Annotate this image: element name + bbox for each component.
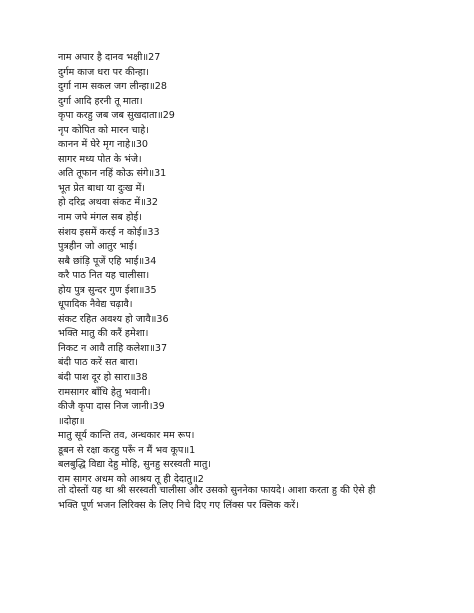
verse-line: डूबन से रक्षा करहु परूँ न मैं भव कूप॥1	[58, 444, 196, 456]
verse-line: राम सागर अधम को आश्रय तू ही देदातु॥2	[58, 473, 204, 485]
verse-line: कृपा करहु जब जब सुखदाता॥29	[58, 110, 175, 122]
closing-line: तो दोस्तों यह था श्री सरस्वती चालीसा और उसको सुननेका फायदे। आशा करता हु की ऐसे ही	[58, 485, 376, 496]
verse-line: पुत्रहीन जो आतुर भाई।	[58, 241, 138, 253]
verse-line: बलबुद्धि विद्या देहु मोहि, सुनहु सरस्वती मातु।	[58, 459, 211, 471]
closing-line: भक्ति पूर्ण भजन लिरिक्स के लिए निचे दिए गए लिंक्स पर क्लिक करें।	[58, 500, 299, 511]
closing-paragraph	[58, 483, 418, 513]
verse-line: संकट रहित अवश्य हो जावै॥36	[58, 313, 169, 325]
verse-line: कानन में घेरे मृग नाहे॥30	[58, 139, 149, 151]
verse-line: नाम अपार है दानव भक्षी॥27	[58, 52, 161, 63]
verse-line: सागर मध्य पोत के भंजे।	[58, 153, 142, 165]
verse-line: कीजै कृपा दास निज जानी।39	[58, 401, 165, 413]
chalisa-verses	[58, 51, 458, 487]
verse-line: अति तूफान नहिं कोऊ संगे॥31	[58, 168, 167, 180]
verse-line: करै पाठ नित यह चालीसा।	[58, 270, 150, 282]
verse-line: निकट न आवै ताहि कलेशा॥37	[58, 342, 168, 354]
verse-line: दुर्गा नाम सकल जग लीन्हा॥28	[58, 81, 167, 93]
verse-line: भूत प्रेत बाधा या दुःख में।	[58, 182, 146, 194]
verse-line: सबै छांड़ि पूजें एहि भाई॥34	[58, 255, 157, 267]
verse-line: दुर्गा आदि हरनी तू माता।	[58, 95, 143, 107]
verse-line: बंदी पाठ करें सत बारा।	[58, 357, 139, 369]
verse-line: रामसागर बाँधि हेतु भवानी।	[58, 386, 151, 398]
verse-line: भक्ति मातु की करैं हमेशा।	[58, 328, 149, 340]
verse-line: नाम जपे मंगल सब होई।	[58, 212, 142, 224]
verse-line: हो दरिद्र अथवा संकट में॥32	[58, 197, 159, 209]
verse-line: नृप कोपित को मारन चाहे।	[58, 124, 149, 136]
verse-line: दुर्गम काज धरा पर कीन्हा।	[58, 66, 150, 78]
verse-line: मातु सूर्य कान्ति तव, अन्धकार मम रूप।	[58, 430, 195, 442]
verse-line: होय पुत्र सुन्दर गुण ईशा॥35	[58, 284, 157, 296]
verse-line: ॥दोहा॥	[58, 415, 85, 427]
verse-line: संशय इसमें करई न कोई॥33	[58, 226, 160, 238]
verse-line: बंदी पाश दूर हो सारा॥38	[58, 372, 148, 384]
verse-line: धूपादिक नैवेद्य चढ़ावै।	[58, 299, 133, 311]
